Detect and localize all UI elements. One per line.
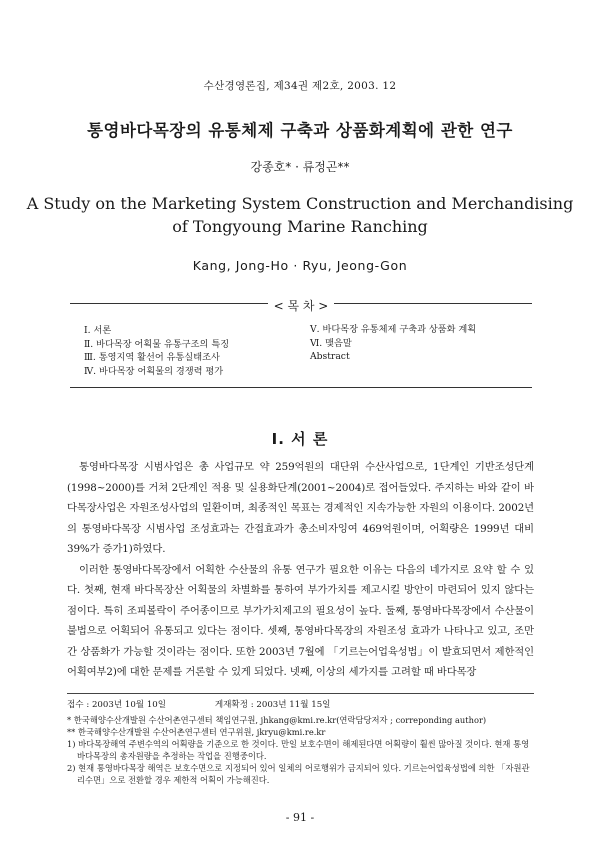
footnotes — [67, 698, 534, 786]
submission-dates — [67, 698, 534, 712]
authors-english: Kang, Jong-Ho · Ryu, Jeong-Gon — [192, 258, 408, 273]
paper-title-english — [0, 192, 600, 238]
footnote-rule — [67, 693, 534, 694]
title-en-line-2: of Tongyoung Marine Ranching — [172, 217, 428, 236]
confirmed-date: 게재확정 : 2003년 11월 15일 — [214, 700, 331, 710]
section-heading-introduction: Ⅰ. 서 론 — [271, 430, 329, 448]
body-text — [67, 457, 534, 683]
paragraph: 이러한 통영바다목장에서 어획한 수산물의 유통 연구가 필요한 이유는 다음의 네가지로 요약 할 수 있다. 첫째, 현재 바다목장산 어획물의 차별화를 통하여 부가가치를 제고시킬 방안이 마련되어 있지 않다는 점이다. 특히 조피볼락이 주어종이므로 부가가치제고의 필요성이 높다. 둘째, 통영바다목장에서 수산물이 불법으로 어획되어 유통되고 있다는 점이다. 셋째, 통영바다목장의 자원조성 효과가 나타나고 있고, 조만간 상품화가 가능할 것이라는 점이다. 또한 2003년 7월에 「기르는어업육성법」이 발효되면서 제한적인 어획여부2)에 대한 문제를 거론할 수 있게 되었다. 넷째, 이상의 세가지를 고려할 때 바다목장 — [67, 563, 534, 678]
page-number: - 91 - — [285, 811, 315, 824]
toc-right-column — [310, 323, 476, 364]
paper-title-korean: 통영바다목장의 유통체제 구축과 상품화계획에 관한 연구 — [87, 121, 513, 140]
footnote-2: 2) 현재 통영바다목장 해역은 보호수면으로 지정되어 있어 일체의 어로행위가 금지되어 있다. 기르는어업육성법에 의한 「자원관리수면」으로 전환할 경우 제한적 어획이 가능해진다. — [67, 763, 530, 785]
authors-korean: 강종호* · 류정곤** — [250, 160, 350, 174]
footnote-author-2: ** 한국해양수산개발원 수산어촌연구센터 연구위원, jkryu@kmi.re.kr — [67, 727, 326, 737]
title-en-line-1: A Study on the Marketing System Construction and Merchandising — [26, 194, 574, 213]
toc-item: Ⅵ. 맺음말 — [310, 337, 352, 349]
footnote-author-1: * 한국해양수산개발원 수산어촌연구센터 책임연구원, jhkang@kmi.re.kr(연락담당저자 ; correponding author) — [67, 715, 487, 725]
toc-item: Abstract — [310, 351, 350, 362]
toc-item: Ⅴ. 바다목장 유통체제 구축과 상품화 계획 — [310, 324, 477, 335]
journal-citation: 수산경영론집, 제34권 제2호, 2003. 12 — [203, 80, 397, 92]
received-date: 접수 : 2003년 10월 10일 — [67, 700, 167, 710]
paragraph: 통영바다목장 시범사업은 총 사업규모 약 259억원의 대단위 수산사업으로, 1단계인 기반조성단계(1998~2000)를 거쳐 2단계인 적용 및 실용화단계(2001~2004)로 접어들었다. 주지하는 바와 같이 바다목장사업은 자원조성사업의 일환이며, 최종적인 목표는 경제적인 지속가능한 자원의 이용이다. 2002년의 통영바다목장 시범사업 조성효과는 간접효과가 총소비자잉여 469억원이며, 어획량은 1999년 대비 39%가 증가1)하였다. — [67, 461, 534, 555]
toc-item: Ⅳ. 바다목장 어획물의 경쟁력 평가 — [84, 365, 224, 377]
table-of-contents — [70, 299, 532, 388]
toc-item: Ⅰ. 서론 — [84, 325, 112, 336]
toc-item: Ⅱ. 바다목장 어획물 유통구조의 특징 — [84, 338, 230, 350]
toc-header: < 목 차 > — [268, 299, 335, 313]
footnote-1: 1) 바다목장해역 주변수역의 어획량을 기준으로 한 것이다. 만일 보호수면이 해제된다면 어획량이 훨씬 많아질 것이다. 현재 통영바다목장의 총자원량을 추정하는 작업을 진행중이다. — [67, 739, 530, 761]
toc-left-column — [84, 324, 229, 378]
toc-item: Ⅲ. 통영지역 활선어 유통실태조사 — [84, 352, 220, 363]
